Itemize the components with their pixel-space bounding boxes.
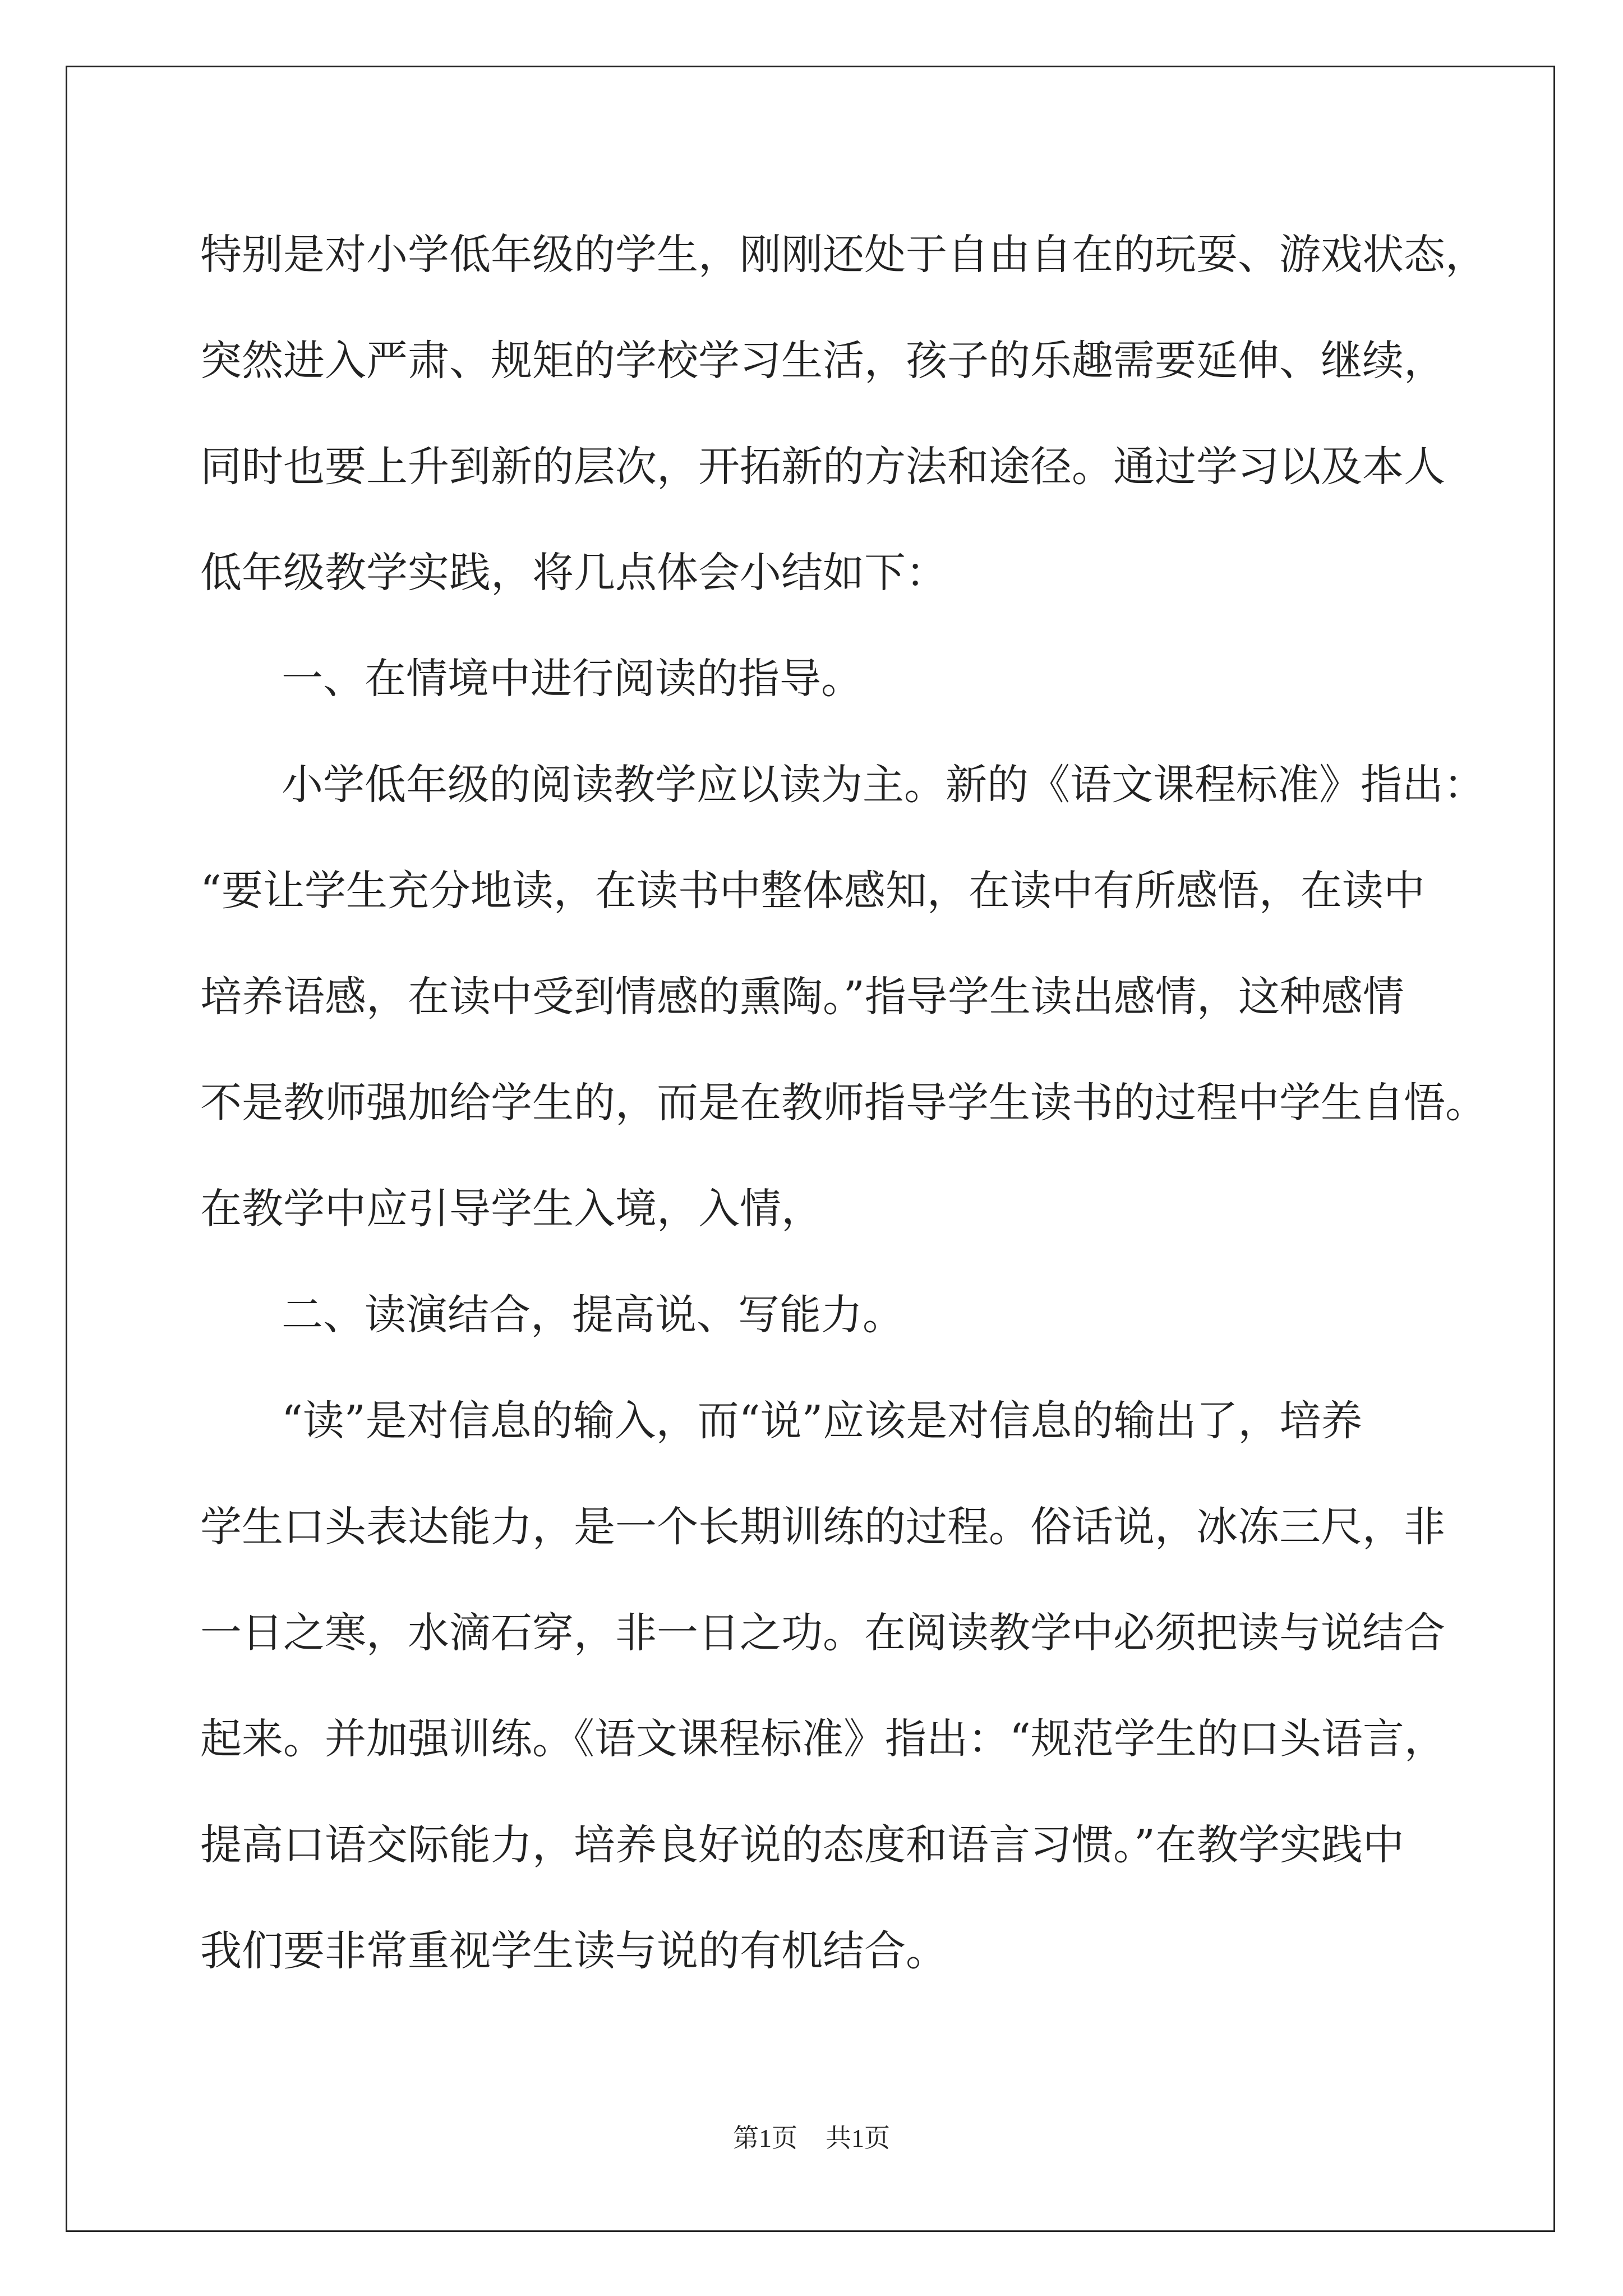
text-line-6: 小学低年级的阅读教学应以读为主。新的《语文课程标准》指出： bbox=[282, 761, 1485, 809]
page-total: 共1页 bbox=[826, 2124, 890, 2152]
text-line-1: 特别是对小学低年级的学生，刚刚还处于自由自在的玩耍、游戏状态， bbox=[200, 231, 1487, 279]
text-line-15: 起来。并加强训练。《语文课程标准》指出：“规范学生的口头语言， bbox=[200, 1715, 1446, 1763]
page-footer bbox=[0, 2118, 1623, 2155]
text-line-4: 低年级教学实践，将几点体会小结如下： bbox=[200, 549, 947, 597]
text-line-9: 不是教师强加给学生的，而是在教师指导学生读书的过程中学生自悟。 bbox=[200, 1079, 1487, 1127]
text-line-7: “要让学生充分地读，在读书中整体感知，在读中有所感悟，在读中 bbox=[200, 867, 1425, 915]
text-line-16: 提高口语交际能力，培养良好说的态度和语言习惯。”在教学实践中 bbox=[200, 1821, 1404, 1869]
heading-section-1: 一、在情境中进行阅读的指导。 bbox=[282, 655, 863, 703]
heading-section-2: 二、读演结合，提高说、写能力。 bbox=[282, 1291, 904, 1339]
text-line-12: “读”是对信息的输入，而“说”应该是对信息的输出了，培养 bbox=[282, 1397, 1363, 1445]
document-body bbox=[200, 202, 1487, 2004]
text-line-13: 学生口头表达能力，是一个长期训练的过程。俗话说，冰冻三尺，非 bbox=[200, 1503, 1445, 1551]
text-line-10: 在教学中应引导学生入境，入情， bbox=[200, 1185, 823, 1233]
text-line-17: 我们要非常重视学生读与说的有机结合。 bbox=[200, 1927, 947, 1975]
text-line-2: 突然进入严肃、规矩的学校学习生活，孩子的乐趣需要延伸、继续， bbox=[200, 337, 1445, 385]
text-line-8: 培养语感，在读中受到情感的熏陶。”指导学生读出感情，这种感情 bbox=[200, 973, 1404, 1021]
page-number: 第1页 bbox=[733, 2124, 797, 2152]
text-line-3: 同时也要上升到新的层次，开拓新的方法和途径。通过学习以及本人 bbox=[200, 443, 1445, 491]
text-line-14: 一日之寒，水滴石穿，非一日之功。在阅读教学中必须把读与说结合 bbox=[200, 1609, 1445, 1657]
